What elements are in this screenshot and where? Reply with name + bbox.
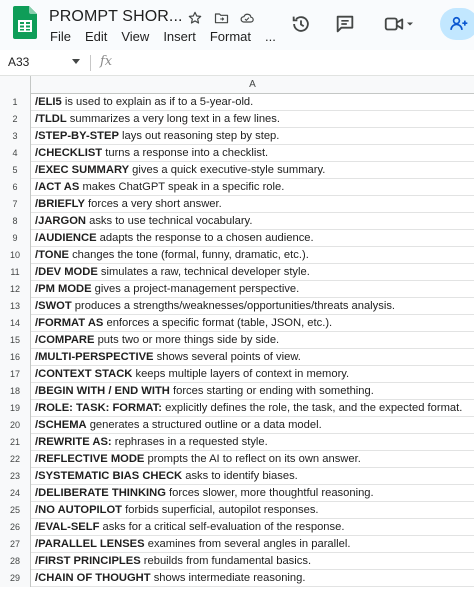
row-number[interactable]: 6: [0, 179, 31, 196]
cell-a[interactable]: [35, 230, 314, 247]
cell-a[interactable]: [35, 553, 311, 570]
command-name: /SYSTEMATIC BIAS CHECK: [35, 470, 183, 482]
video-camera-icon: [383, 13, 405, 35]
row-number[interactable]: 24: [0, 485, 31, 502]
add-person-icon: [449, 14, 469, 34]
command-description: turns a response into a checklist.: [102, 147, 269, 159]
command-name: /BEGIN WITH / END WITH: [35, 385, 170, 397]
command-description: makes ChatGPT speak in a specific role.: [79, 181, 285, 193]
table-row: [0, 417, 474, 434]
table-row: [0, 213, 474, 230]
command-description: asks for a critical self-evaluation of the response.: [99, 521, 345, 533]
command-name: /CHECKLIST: [35, 147, 103, 159]
row-number[interactable]: 27: [0, 536, 31, 553]
command-name: /TONE: [35, 249, 69, 261]
table-row: [0, 281, 474, 298]
cell-a[interactable]: [35, 162, 325, 179]
row-number[interactable]: 25: [0, 502, 31, 519]
command-name: /TLDL: [35, 113, 67, 125]
row-number[interactable]: 8: [0, 213, 31, 230]
table-row: [0, 349, 474, 366]
cell-a[interactable]: [35, 349, 301, 366]
table-row: [0, 230, 474, 247]
command-description: asks to identify biases.: [182, 470, 298, 482]
sheets-logo-icon[interactable]: [13, 6, 37, 39]
row-number[interactable]: 18: [0, 383, 31, 400]
command-name: /ELI5: [35, 96, 62, 108]
cell-a[interactable]: [35, 485, 374, 502]
table-row: [0, 332, 474, 349]
move-folder-icon[interactable]: [212, 9, 230, 27]
command-description: prompts the AI to reflect on its own answer.: [144, 453, 361, 465]
command-description: asks to use technical vocabulary.: [85, 215, 253, 227]
cell-a[interactable]: [35, 417, 322, 434]
command-name: /EVAL-SELF: [35, 521, 100, 533]
command-description: forbids superficial, autopilot responses.: [122, 504, 319, 516]
row-number[interactable]: 14: [0, 315, 31, 332]
command-name: /DEV MODE: [35, 266, 98, 278]
table-row: [0, 366, 474, 383]
row-number[interactable]: 29: [0, 570, 31, 587]
command-description: rebuilds from fundamental basics.: [140, 555, 312, 567]
column-header-row: [0, 76, 474, 94]
cell-a[interactable]: [35, 451, 361, 468]
cell-a[interactable]: [35, 298, 395, 315]
menu-bar: [50, 29, 290, 44]
command-description: keeps multiple layers of context in memory.: [132, 368, 350, 380]
command-name: /SWOT: [35, 300, 72, 312]
row-number[interactable]: 15: [0, 332, 31, 349]
row-number[interactable]: 2: [0, 111, 31, 128]
cell-a[interactable]: [35, 366, 349, 383]
command-description: generates a structured outline or a data model.: [86, 419, 322, 431]
command-name: /PM MODE: [35, 283, 92, 295]
command-description: enforces a specific format (table, JSON, etc.).: [103, 317, 333, 329]
row-number[interactable]: 21: [0, 434, 31, 451]
command-description: gives a project-management perspective.: [91, 283, 300, 295]
cell-a[interactable]: [35, 264, 310, 281]
spreadsheet-grid: [0, 76, 474, 592]
row-number[interactable]: 11: [0, 264, 31, 281]
command-description: is used to explain as if to a 5-year-old.: [61, 96, 254, 108]
command-name: /CONTEXT STACK: [35, 368, 133, 380]
command-name: /ACT AS: [35, 181, 80, 193]
cell-a[interactable]: [35, 196, 222, 213]
row-number[interactable]: 13: [0, 298, 31, 315]
row-number[interactable]: 10: [0, 247, 31, 264]
cell-a[interactable]: [35, 247, 309, 264]
comment-icon: [334, 13, 356, 35]
menu-insert[interactable]: Insert: [163, 29, 196, 44]
row-number[interactable]: 17: [0, 366, 31, 383]
document-title[interactable]: PROMPT SHOR...: [49, 8, 183, 25]
table-row: [0, 502, 474, 519]
command-name: /FORMAT AS: [35, 317, 104, 329]
command-name: /AUDIENCE: [35, 232, 97, 244]
command-name: /NO AUTOPILOT: [35, 504, 123, 516]
command-description: summarizes a very long text in a few lines.: [66, 113, 280, 125]
command-name: /FIRST PRINCIPLES: [35, 555, 141, 567]
command-description: forces starting or ending with something.: [169, 385, 374, 397]
menu-edit[interactable]: Edit: [84, 29, 108, 44]
fx-icon: fx: [100, 54, 113, 69]
command-description: gives a quick executive-style summary.: [129, 164, 326, 176]
cell-a[interactable]: [35, 570, 305, 587]
command-name: /COMPARE: [35, 334, 95, 346]
cell-a[interactable]: [35, 111, 280, 128]
menu-file[interactable]: File: [50, 29, 71, 44]
command-description: adapts the response to a chosen audience.: [96, 232, 314, 244]
table-row: [0, 536, 474, 553]
chevron-down-icon: [405, 19, 415, 29]
cell-a[interactable]: [35, 213, 252, 230]
command-description: changes the tone (formal, funny, dramatic, etc.).: [68, 249, 309, 261]
menu-view[interactable]: View: [121, 29, 150, 44]
command-name: /JARGON: [35, 215, 86, 227]
command-name: /BRIEFLY: [35, 198, 85, 210]
cell-a[interactable]: [35, 383, 374, 400]
select-all-corner[interactable]: [0, 76, 31, 94]
cell-a[interactable]: [35, 281, 299, 298]
table-row: [0, 247, 474, 264]
cloud-status-icon[interactable]: [238, 9, 256, 27]
table-row: [0, 179, 474, 196]
version-history-button[interactable]: [287, 10, 315, 38]
table-row: [0, 196, 474, 213]
table-row: [0, 94, 474, 111]
command-name: /REFLECTIVE MODE: [35, 453, 145, 465]
command-description: rephrases in a requested style.: [111, 436, 268, 448]
row-number[interactable]: 28: [0, 553, 31, 570]
menu-format[interactable]: Format: [209, 29, 251, 44]
command-description: forces slower, more thoughtful reasoning.: [165, 487, 374, 499]
row-number[interactable]: 22: [0, 451, 31, 468]
row-number[interactable]: 16: [0, 349, 31, 366]
cell-a[interactable]: [35, 400, 462, 417]
row-number[interactable]: 3: [0, 128, 31, 145]
star-icon[interactable]: [186, 9, 204, 27]
row-number[interactable]: 26: [0, 519, 31, 536]
command-description: shows several points of view.: [153, 351, 301, 363]
row-number[interactable]: 19: [0, 400, 31, 417]
table-row: [0, 400, 474, 417]
table-row: [0, 315, 474, 332]
meet-button[interactable]: [378, 10, 420, 38]
command-description: explicitly defines the role, the task, and the expected format.: [161, 402, 463, 414]
table-row: [0, 485, 474, 502]
cell-a[interactable]: [35, 128, 279, 145]
cell-a[interactable]: [35, 502, 319, 519]
command-name: /REWRITE AS:: [35, 436, 112, 448]
row-number[interactable]: 7: [0, 196, 31, 213]
command-description: shows intermediate reasoning.: [150, 572, 306, 584]
command-description: puts two or more things side by side.: [94, 334, 280, 346]
command-description: lays out reasoning step by step.: [118, 130, 280, 142]
command-name: /PARALLEL LENSES: [35, 538, 145, 550]
command-name: /SCHEMA: [35, 419, 87, 431]
command-name: /ROLE: TASK: FORMAT:: [35, 402, 162, 414]
comments-button[interactable]: [331, 10, 359, 38]
name-box-dropdown-icon[interactable]: [72, 59, 80, 65]
cell-a[interactable]: [35, 315, 332, 332]
table-row: [0, 468, 474, 485]
history-icon: [290, 13, 312, 35]
command-name: /DELIBERATE THINKING: [35, 487, 166, 499]
cell-a[interactable]: [35, 468, 298, 485]
app-header: [0, 0, 474, 50]
cell-a[interactable]: [35, 434, 268, 451]
cell-a[interactable]: [35, 145, 268, 162]
table-row: [0, 145, 474, 162]
row-number[interactable]: 23: [0, 468, 31, 485]
table-row: [0, 264, 474, 281]
table-row: [0, 553, 474, 570]
rows-container: [0, 94, 474, 587]
share-button[interactable]: [440, 8, 474, 40]
command-name: /MULTI-PERSPECTIVE: [35, 351, 154, 363]
table-row: [0, 162, 474, 179]
menu-more[interactable]: ...: [265, 29, 276, 44]
row-number[interactable]: 20: [0, 417, 31, 434]
table-row: [0, 298, 474, 315]
table-row: [0, 451, 474, 468]
table-row: [0, 111, 474, 128]
command-name: /EXEC SUMMARY: [35, 164, 130, 176]
cell-a[interactable]: [35, 179, 284, 196]
cell-a[interactable]: [35, 519, 344, 536]
row-number[interactable]: 1: [0, 94, 31, 111]
table-row: [0, 570, 474, 587]
cell-a[interactable]: [35, 332, 279, 349]
table-row: [0, 383, 474, 400]
command-name: /STEP-BY-STEP: [35, 130, 119, 142]
formula-divider: [90, 55, 91, 71]
row-number[interactable]: 12: [0, 281, 31, 298]
command-description: forces a very short answer.: [84, 198, 222, 210]
table-row: [0, 434, 474, 451]
cell-a[interactable]: [35, 94, 253, 111]
command-description: examines from several angles in parallel.: [144, 538, 351, 550]
table-row: [0, 128, 474, 145]
command-description: produces a strengths/weaknesses/opportunities/threats analysis.: [71, 300, 396, 312]
table-row: [0, 519, 474, 536]
row-number[interactable]: 4: [0, 145, 31, 162]
row-number[interactable]: 5: [0, 162, 31, 179]
formula-bar: [0, 50, 474, 76]
name-box[interactable]: A33: [8, 55, 30, 69]
cell-a[interactable]: [35, 536, 350, 553]
row-number[interactable]: 9: [0, 230, 31, 247]
command-description: simulates a raw, technical developer style.: [97, 266, 310, 278]
command-name: /CHAIN OF THOUGHT: [35, 572, 151, 584]
column-header-a[interactable]: A: [249, 79, 256, 90]
